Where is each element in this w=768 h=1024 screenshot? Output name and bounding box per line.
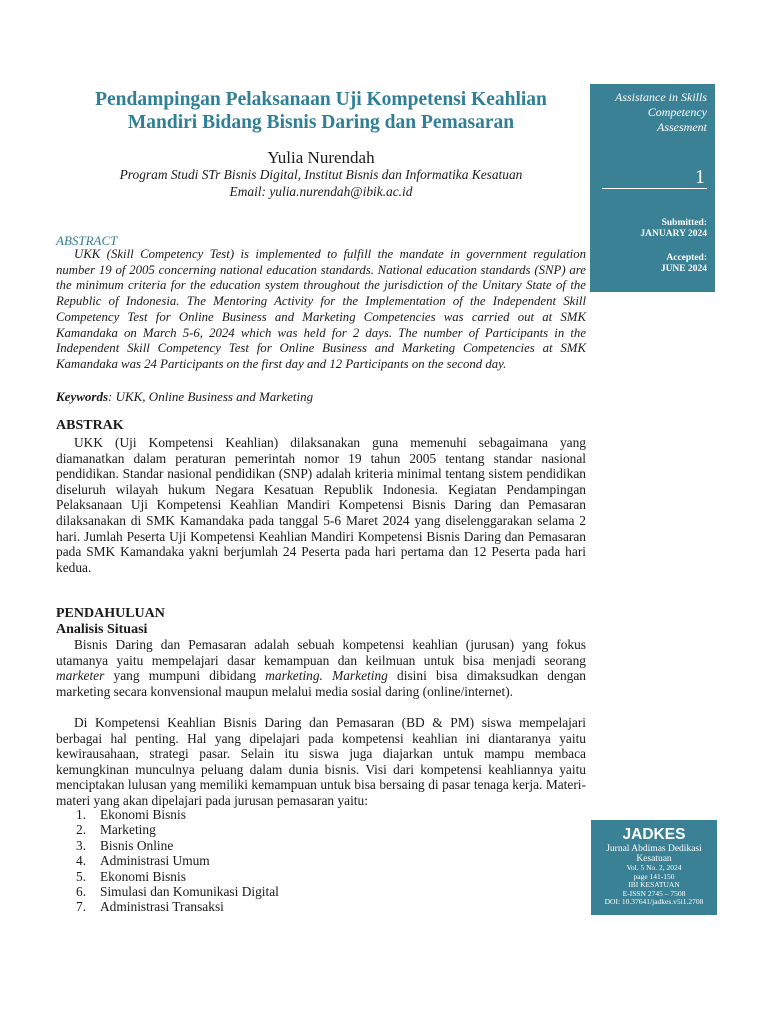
title-line-1: Pendampingan Pelaksanaan Uji Kompetensi Keahlian: [95, 89, 547, 110]
list-number: 5.: [76, 868, 87, 884]
author-affiliation: Program Studi STr Bisnis Digital, Institut Bisnis dan Informatika Kesatuan: [119, 167, 523, 182]
list-item: [76, 884, 279, 899]
paragraph-1-part-3: disini bisa dimaksudkan dengan marketing secara konvensional maupun melalui media sosial daring (online/internet).: [56, 668, 586, 699]
list-text: Ekonomi Bisnis: [100, 868, 186, 884]
abstract-text: UKK (Skill Competency Test) is implemented to fulfill the mandate in government regulation number 19 of 2005 concerning national education standards. National education standards (SNP) are the minimum criteria for the education system throughout the jurisdiction of the Unitary State of the Republic of Indonesia. The Mentoring Activity for the Implementation of the Independent Skill Competency Test for Online Business and Marketing Competencies was carried out at SMK Kamandaka on March 5-6, 2024 which was held for 2 days. The number of Participants in the Independent Skill Competency Test for Online Business and Marketing Competencies at SMK Kamandaka was 24 Participants on the first day and 12 Participants on the second day.: [56, 247, 586, 371]
sidebar-divider: [602, 188, 707, 189]
subject-list: [76, 807, 279, 915]
journal-doi: DOI: 10.37641/jadkes.v5i1.2708: [604, 897, 704, 906]
list-item: [76, 838, 279, 853]
list-item: [76, 822, 279, 837]
author-name: Yulia Nurendah: [267, 148, 375, 167]
paragraph-2: Di Kompetensi Keahlian Bisnis Daring dan Pemasaran (BD & PM) siswa mempelajari berbagai hal penting. Hal yang dipelajari pada kompetensi keahlian ini diantaranya yaitu kewirausahaan, strategi pasar. Selain itu siswa juga diajarkan untuk mampu membaca kemungkinan munculnya peluang dalam dunia bisnis. Visi dari kompetensi keahliannya yaitu menciptakan lulusan yang memiliki kemampuan untuk bisa bersaing di pasar tenaga kerja. Materi-materi yang akan dipelajari pada jurusan pemasaran yaitu:: [56, 715, 586, 808]
page-number: 1: [695, 166, 705, 188]
sidebar-topic: [595, 90, 707, 135]
author-email: Email: yulia.nurendah@ibik.ac.id: [229, 184, 413, 199]
list-number: 2.: [76, 822, 87, 838]
accepted-info: [661, 253, 707, 275]
submitted-label: Submitted:: [661, 218, 707, 228]
list-text: Marketing: [100, 822, 156, 838]
journal-desc-line: Jurnal Abdimas Dedikasi: [606, 844, 702, 854]
journal-volume: Vol. 5 No. 2, 2024: [626, 863, 682, 872]
list-item: [76, 869, 279, 884]
abstrak-text: UKK (Uji Kompetensi Keahlian) dilaksanakan guna memenuhi sebagaimana yang diamanatkan dalam peraturan pemerintah nomor 19 tahun 2005 tentang standar nasional pendidikan. Standar nasional pendidikan (SNP) adalah kriteria minimal tentang sistem pendidikan diseluruh wilayah hukum Negara Kesatuan Republik Indonesia. Kegiatan Pendampingan Pelaksanaan Uji Kompetensi Keahlian Mandiri Kompetensi Bisnis Daring dan Pemasaran dilaksanakan di SMK Kamandaka pada tanggal 5-6 Maret 2024 yang diselenggarakan selama 2 hari. Jumlah Peserta Uji Kompetensi Keahlian Mandiri Kompetensi Bisnis Daring dan Pemasaran pada SMK Kamandaka yakni berjumlah 24 Peserta pada hari pertama dan 12 Peserta pada hari kedua.: [56, 435, 586, 575]
list-item: [76, 899, 279, 914]
section-heading: PENDAHULUAN: [56, 606, 165, 621]
subsection-heading: Analisis Situasi: [56, 622, 148, 637]
paragraph-1-emphasis-2: marketing. Marketing: [265, 668, 388, 684]
list-number: 7.: [76, 899, 87, 915]
paragraph-1-part-2: yang mumpuni dibidang: [104, 668, 266, 684]
sidebar-topic-line: Assesment: [657, 120, 707, 134]
journal-issn: E-ISSN 2745 – 7508: [622, 888, 686, 898]
accepted-label: Accepted:: [666, 253, 707, 263]
list-number: 1.: [76, 807, 87, 822]
journal-pages: page 141-150: [633, 871, 675, 881]
keywords: [56, 389, 313, 405]
paragraph-1-part-1: Bisnis Daring dan Pemasaran adalah sebuah kompetensi keahlian (jurusan) yang fokus utamanya yaitu mempelajari dasar kemampuan dan keilmuan untuk bisa menjadi seorang: [56, 637, 586, 668]
list-text: Administrasi Transaksi: [100, 899, 224, 915]
paragraph-1-emphasis-1: marketer: [56, 668, 105, 684]
accepted-date: JUNE 2024: [660, 264, 707, 274]
keywords-text: : UKK, Online Business and Marketing: [108, 389, 314, 404]
sidebar-topic-line: Competency: [647, 105, 707, 119]
list-text: Ekonomi Bisnis: [100, 807, 186, 822]
sidebar-topic-line: Assistance in Skills: [615, 90, 707, 104]
list-number: 3.: [76, 837, 87, 853]
title-line-2: Mandiri Bidang Bisnis Daring dan Pemasaran: [127, 112, 515, 133]
paragraph-1: [56, 637, 586, 699]
keywords-label: Keywords: [56, 389, 108, 404]
list-text: Simulasi dan Komunikasi Digital: [100, 884, 279, 900]
list-text: Administrasi Umum: [100, 853, 210, 869]
article-title: [56, 88, 586, 134]
list-item: [76, 807, 279, 822]
submitted-info: [640, 218, 707, 240]
journal-name: JADKES: [622, 826, 686, 843]
abstract-heading: ABSTRACT: [56, 233, 118, 248]
journal-publisher: IBI KESATUAN: [628, 880, 680, 889]
list-number: 4.: [76, 853, 87, 869]
list-item: [76, 853, 279, 868]
journal-desc-line: Kesatuan: [636, 854, 672, 864]
article-info-sidebar: [590, 84, 715, 292]
journal-info-box: [591, 820, 717, 915]
abstrak-heading: ABSTRAK: [56, 418, 124, 433]
list-text: Bisnis Online: [100, 837, 174, 853]
list-number: 6.: [76, 884, 87, 900]
submitted-date: JANUARY 2024: [640, 229, 707, 239]
